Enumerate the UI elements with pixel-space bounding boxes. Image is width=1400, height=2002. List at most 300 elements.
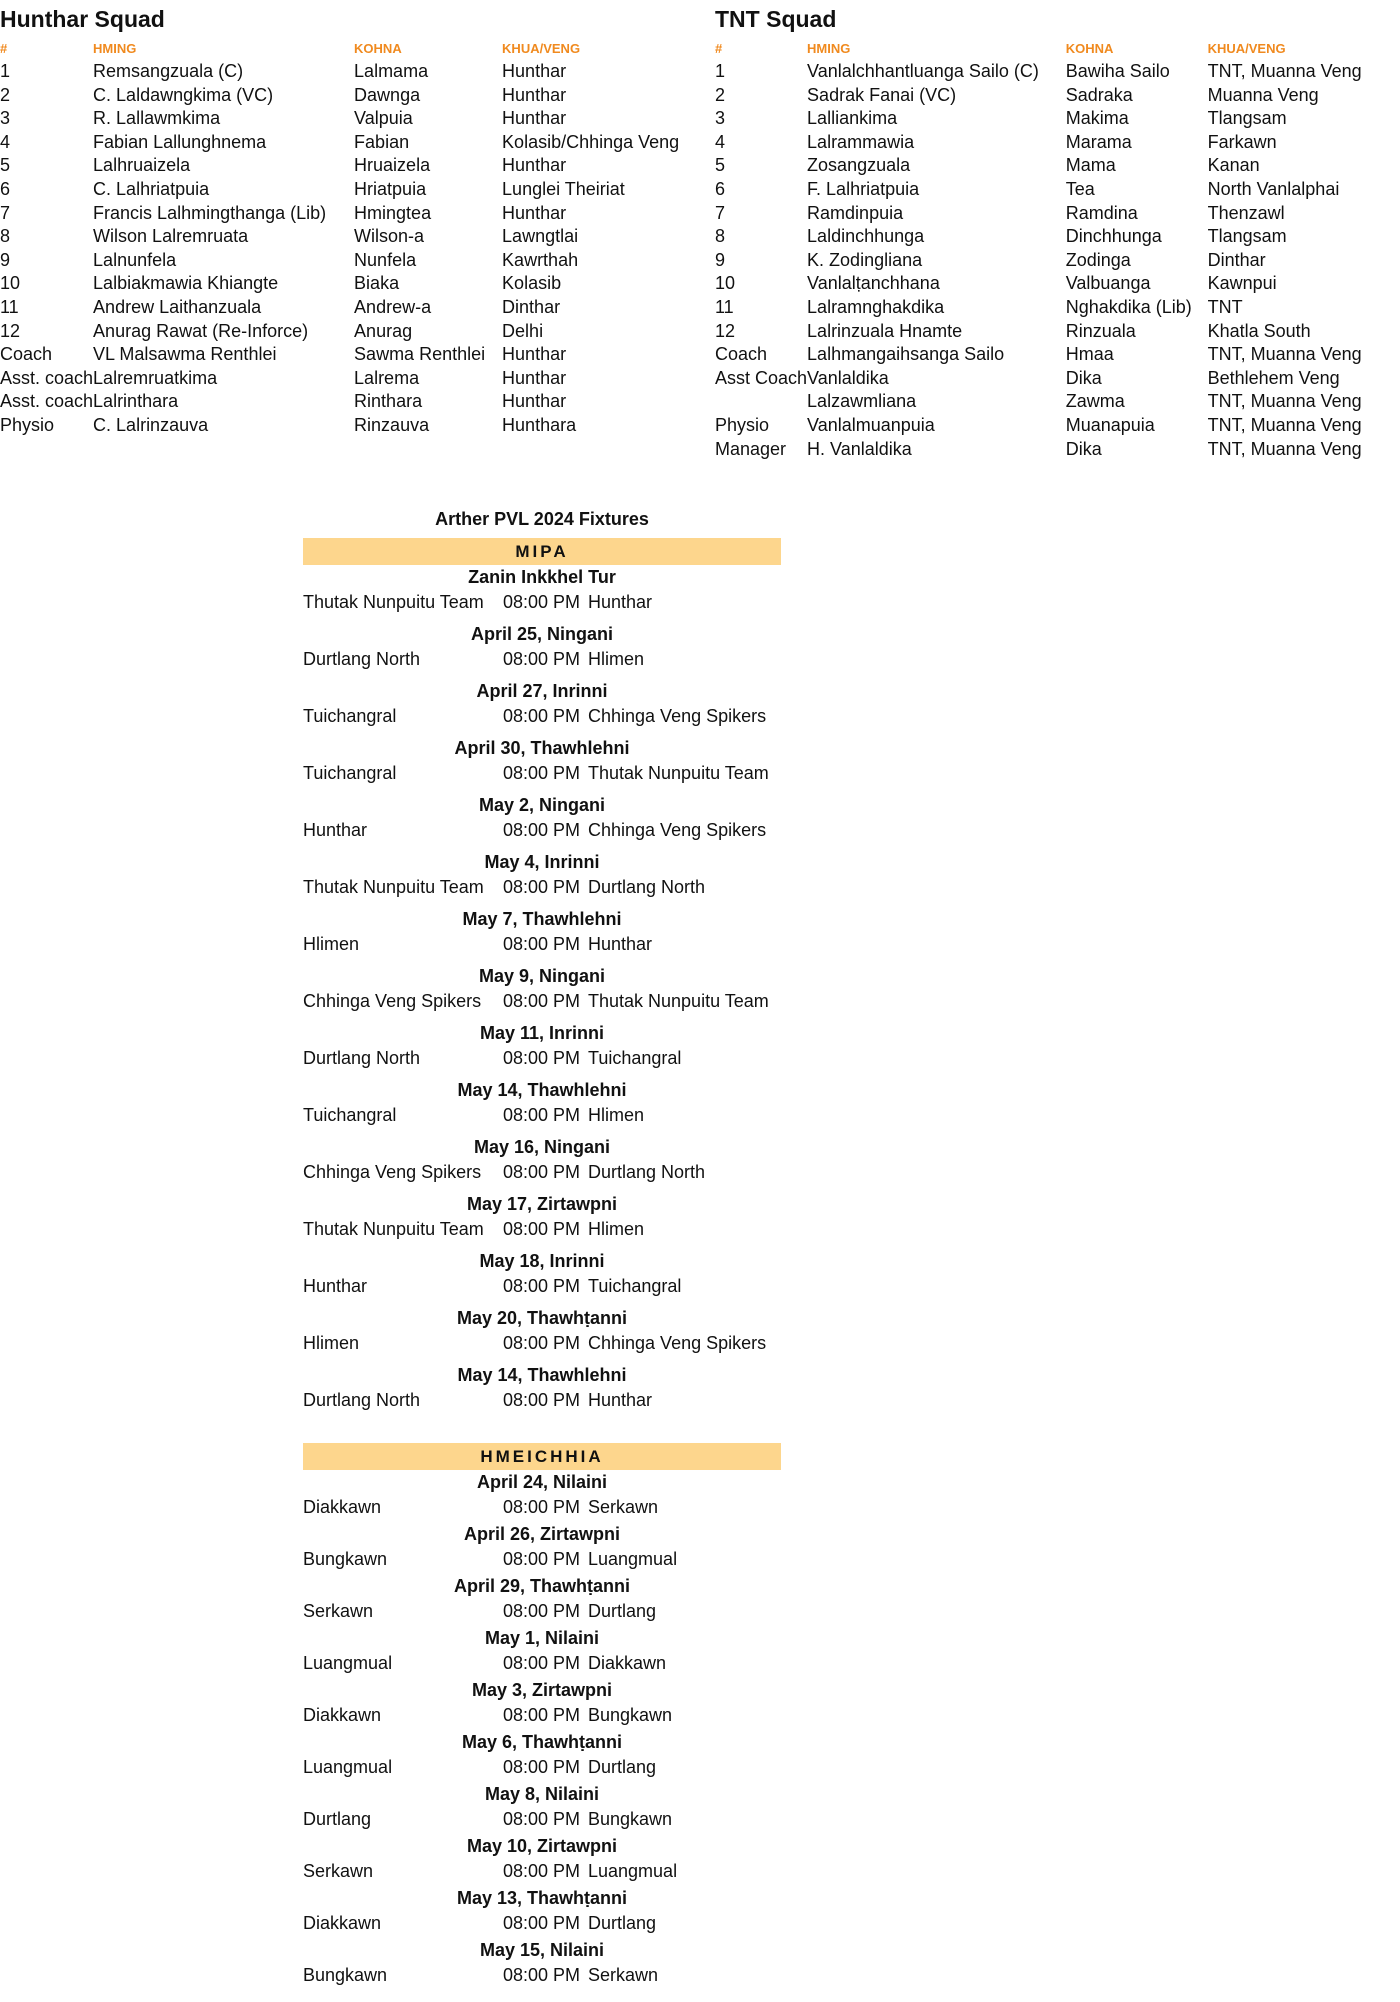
match-block bbox=[303, 679, 781, 736]
player-row bbox=[715, 272, 1400, 296]
player-cell: Dinthar bbox=[1207, 249, 1266, 270]
home-team: Tuichangral bbox=[303, 1105, 397, 1125]
player-cell: 8 bbox=[0, 226, 11, 247]
player-cell: 12 bbox=[715, 320, 736, 341]
match-row bbox=[303, 647, 781, 672]
match-block bbox=[303, 736, 781, 793]
column-header: KOHNA bbox=[1065, 41, 1114, 56]
player-row bbox=[0, 296, 702, 320]
staff-cell: TNT, Muanna Veng bbox=[1207, 438, 1362, 459]
match-block bbox=[303, 1249, 781, 1306]
home-team: Chhinga Veng Spikers bbox=[303, 1162, 482, 1182]
match-time: 08:00 PM bbox=[503, 1549, 581, 1569]
match-row bbox=[303, 1546, 781, 1572]
player-cell: Dawnga bbox=[354, 84, 421, 105]
player-row bbox=[715, 296, 1400, 320]
match-date: May 17, Zirtawpni bbox=[466, 1194, 618, 1214]
women-fixture-list bbox=[303, 1470, 781, 1990]
match-row bbox=[303, 1806, 781, 1832]
player-cell: Khatla South bbox=[1207, 320, 1311, 341]
player-cell: C. Laldawngkima (VC) bbox=[93, 84, 274, 105]
player-cell: Marama bbox=[1065, 131, 1132, 152]
match-time: 08:00 PM bbox=[503, 1913, 581, 1933]
player-cell: 7 bbox=[0, 202, 11, 223]
staff-cell: Zawma bbox=[1065, 391, 1125, 412]
player-cell: Bawiha Sailo bbox=[1065, 61, 1170, 81]
match-block bbox=[303, 1522, 781, 1574]
staff-cell: Dika bbox=[1065, 438, 1102, 459]
player-row bbox=[0, 84, 702, 108]
staff-cell: Dika bbox=[1065, 367, 1102, 388]
player-cell: 1 bbox=[715, 61, 726, 81]
home-team: Thutak Nunpuitu Team bbox=[303, 592, 484, 612]
player-cell: Hunthar bbox=[502, 155, 567, 176]
player-cell: Fabian Lallunghnema bbox=[93, 131, 267, 152]
player-row bbox=[0, 154, 702, 178]
player-row bbox=[715, 154, 1400, 178]
home-team: Hlimen bbox=[303, 934, 360, 954]
match-date: May 14, Thawhlehni bbox=[457, 1080, 627, 1100]
match-date: May 11, Inrinni bbox=[479, 1023, 605, 1043]
match-time: 08:00 PM bbox=[503, 649, 581, 669]
match-time: 08:00 PM bbox=[503, 706, 581, 726]
squad-table-body bbox=[0, 38, 702, 438]
match-date: April 27, Inrinni bbox=[476, 681, 608, 701]
player-cell: Fabian bbox=[354, 131, 410, 152]
player-cell: TNT bbox=[1207, 296, 1243, 317]
player-cell: Lalhruaizela bbox=[93, 155, 191, 176]
match-block bbox=[303, 907, 781, 964]
player-cell: Farkawn bbox=[1207, 131, 1277, 152]
match-time: 08:00 PM bbox=[503, 820, 581, 840]
match-date: May 10, Zirtawpni bbox=[466, 1836, 618, 1856]
match-date: April 26, Zirtawpni bbox=[463, 1524, 621, 1544]
player-cell: Tea bbox=[1065, 178, 1095, 199]
match-date: May 20, Thawhṭanni bbox=[456, 1308, 628, 1328]
match-date: May 1, Nilaini bbox=[484, 1628, 600, 1648]
staff-cell: TNT, Muanna Veng bbox=[1207, 414, 1362, 435]
player-cell: 8 bbox=[715, 226, 726, 247]
squad-title: TNT Squad bbox=[715, 6, 837, 32]
player-cell: 10 bbox=[0, 273, 21, 294]
match-time: 08:00 PM bbox=[503, 592, 581, 612]
player-cell: C. Lalhriatpuia bbox=[93, 178, 210, 199]
staff-cell: Lalrema bbox=[354, 367, 420, 388]
away-team: Luangmual bbox=[588, 1549, 678, 1569]
column-header: # bbox=[0, 41, 8, 56]
staff-cell: Hmaa bbox=[1065, 344, 1114, 365]
player-cell: 1 bbox=[0, 61, 11, 81]
player-cell: Sadraka bbox=[1065, 84, 1133, 105]
player-row bbox=[0, 107, 702, 131]
match-date: May 14, Thawhlehni bbox=[457, 1365, 627, 1385]
section-band-men: MIPA bbox=[303, 538, 781, 565]
staff-cell: Hunthar bbox=[502, 391, 567, 412]
player-cell: Thenzawl bbox=[1207, 202, 1285, 223]
away-team: Bungkawn bbox=[588, 1809, 673, 1829]
player-cell: Lalliankima bbox=[807, 108, 898, 129]
match-block bbox=[303, 1886, 781, 1938]
player-cell: Anurag bbox=[354, 320, 413, 341]
player-cell: K. Zodingliana bbox=[807, 249, 923, 270]
away-team: Hunthar bbox=[588, 592, 653, 612]
away-team: Luangmual bbox=[588, 1861, 678, 1881]
match-block bbox=[303, 1678, 781, 1730]
home-team: Serkawn bbox=[303, 1601, 374, 1621]
player-cell: Tlangsam bbox=[1207, 226, 1287, 247]
match-date: May 18, Inrinni bbox=[479, 1251, 605, 1271]
match-time: 08:00 PM bbox=[503, 1105, 581, 1125]
match-date: May 9, Ningani bbox=[478, 966, 606, 986]
home-team: Durtlang bbox=[303, 1809, 372, 1829]
match-row bbox=[303, 875, 781, 900]
men-fixture-list bbox=[303, 565, 781, 1420]
staff-cell: Lalremruatkima bbox=[93, 367, 218, 388]
match-date: April 30, Thawhlehni bbox=[454, 738, 630, 758]
player-cell: Kawrthah bbox=[502, 249, 579, 270]
player-row bbox=[0, 320, 702, 344]
home-team: Durtlang North bbox=[303, 649, 421, 669]
match-row bbox=[303, 1754, 781, 1780]
match-block bbox=[303, 1363, 781, 1420]
player-cell: Lalmama bbox=[354, 61, 429, 81]
player-cell: Zosangzuala bbox=[807, 155, 911, 176]
player-cell: Vanlalṭanchhana bbox=[807, 273, 940, 294]
player-row bbox=[715, 107, 1400, 131]
staff-cell: H. Vanlaldika bbox=[807, 438, 912, 459]
player-cell: Kanan bbox=[1207, 155, 1260, 176]
match-row bbox=[303, 1274, 781, 1299]
home-team: Diakkawn bbox=[303, 1497, 382, 1517]
player-cell: Biaka bbox=[354, 273, 400, 294]
player-cell: Andrew-a bbox=[354, 296, 432, 317]
player-cell: Hunthar bbox=[502, 84, 567, 105]
staff-cell: Sawma Renthlei bbox=[354, 344, 486, 365]
away-team: Durtlang bbox=[588, 1757, 657, 1777]
staff-cell: C. Lalrinzauva bbox=[93, 414, 209, 435]
hunthar-squad bbox=[0, 0, 702, 438]
match-date: Zanin Inkkhel Tur bbox=[468, 567, 616, 587]
match-block bbox=[303, 565, 781, 622]
staff-role: Coach bbox=[715, 344, 768, 365]
player-row bbox=[715, 202, 1400, 226]
match-block bbox=[303, 622, 781, 679]
player-cell: Hmingtea bbox=[354, 202, 432, 223]
match-row bbox=[303, 1494, 781, 1520]
player-cell: Lalbiakmawia Khiangte bbox=[93, 273, 279, 294]
away-team: Thutak Nunpuitu Team bbox=[588, 763, 769, 783]
player-cell: Zodinga bbox=[1065, 249, 1131, 270]
match-row bbox=[303, 1160, 781, 1185]
match-time: 08:00 PM bbox=[503, 1861, 581, 1881]
player-cell: Lalnunfela bbox=[93, 249, 177, 270]
player-cell: Hunthar bbox=[502, 202, 567, 223]
player-cell: Lalrinzuala Hnamte bbox=[807, 320, 963, 341]
player-cell: Mama bbox=[1065, 155, 1116, 176]
match-time: 08:00 PM bbox=[503, 1601, 581, 1621]
away-team: Durtlang North bbox=[588, 877, 706, 897]
away-team: Serkawn bbox=[588, 1497, 659, 1517]
player-cell: 3 bbox=[715, 108, 726, 129]
player-cell: 2 bbox=[715, 84, 726, 105]
match-row bbox=[303, 590, 781, 615]
match-block bbox=[303, 1306, 781, 1363]
player-row bbox=[715, 249, 1400, 273]
match-time: 08:00 PM bbox=[503, 1162, 581, 1182]
section-band-women: HMEICHHIA bbox=[303, 1443, 781, 1470]
home-team: Bungkawn bbox=[303, 1965, 388, 1985]
match-date: May 13, Thawhṭanni bbox=[456, 1888, 628, 1908]
player-cell: 3 bbox=[0, 108, 11, 129]
match-row bbox=[303, 761, 781, 786]
match-row bbox=[303, 1858, 781, 1884]
staff-cell: Lalzawmliana bbox=[807, 391, 917, 412]
player-cell: Makima bbox=[1065, 108, 1129, 129]
match-time: 08:00 PM bbox=[503, 1965, 581, 1985]
match-row bbox=[303, 1103, 781, 1128]
match-row bbox=[303, 1962, 781, 1988]
away-team: Durtlang North bbox=[588, 1162, 706, 1182]
home-team: Luangmual bbox=[303, 1653, 393, 1673]
staff-cell: Vanlalmuanpuia bbox=[807, 414, 935, 435]
player-row bbox=[715, 131, 1400, 155]
column-header: KOHNA bbox=[354, 41, 402, 56]
staff-cell: Hunthara bbox=[502, 414, 577, 435]
home-team: Thutak Nunpuitu Team bbox=[303, 1219, 484, 1239]
match-row bbox=[303, 1910, 781, 1936]
away-team: Chhinga Veng Spikers bbox=[588, 820, 767, 840]
away-team: Bungkawn bbox=[588, 1705, 673, 1725]
match-time: 08:00 PM bbox=[503, 934, 581, 954]
staff-cell: Rinthara bbox=[354, 391, 423, 412]
player-cell: Kolasib bbox=[502, 273, 562, 294]
column-header: KHUA/VENG bbox=[502, 41, 581, 56]
match-time: 08:00 PM bbox=[503, 1048, 581, 1068]
column-header: KHUA/VENG bbox=[1207, 41, 1286, 56]
match-block bbox=[303, 1834, 781, 1886]
player-row bbox=[715, 60, 1400, 84]
staff-cell: Hunthar bbox=[502, 367, 567, 388]
away-team: Durtlang bbox=[588, 1913, 657, 1933]
player-cell: 4 bbox=[715, 131, 726, 152]
squad-title: Hunthar Squad bbox=[0, 6, 165, 32]
match-date: May 8, Nilaini bbox=[484, 1784, 600, 1804]
player-cell: Francis Lalhmingthanga (Lib) bbox=[93, 202, 327, 223]
match-date: May 3, Zirtawpni bbox=[471, 1680, 613, 1700]
match-time: 08:00 PM bbox=[503, 877, 581, 897]
player-cell: Ramdina bbox=[1065, 202, 1138, 223]
away-team: Thutak Nunpuitu Team bbox=[588, 991, 769, 1011]
staff-role: Asst. coach bbox=[0, 367, 94, 388]
match-block bbox=[303, 1730, 781, 1782]
home-team: Durtlang North bbox=[303, 1048, 421, 1068]
player-row bbox=[0, 178, 702, 202]
away-team: Hlimen bbox=[588, 1105, 645, 1125]
player-row bbox=[715, 178, 1400, 202]
match-date: May 6, Thawhṭanni bbox=[461, 1732, 623, 1752]
player-cell: 9 bbox=[0, 249, 11, 270]
player-cell: 7 bbox=[715, 202, 726, 223]
fixtures bbox=[303, 500, 781, 1990]
match-row bbox=[303, 1598, 781, 1624]
match-block bbox=[303, 1135, 781, 1192]
staff-role: Asst Coach bbox=[715, 367, 808, 388]
away-team: Durtlang bbox=[588, 1601, 657, 1621]
player-cell: Delhi bbox=[502, 320, 544, 341]
player-cell: 10 bbox=[715, 273, 736, 294]
player-cell: 6 bbox=[0, 178, 11, 199]
away-team: Diakkawn bbox=[588, 1653, 667, 1673]
match-block bbox=[303, 1021, 781, 1078]
match-row bbox=[303, 1331, 781, 1356]
squad-table-body bbox=[715, 38, 1400, 461]
player-cell: Nunfela bbox=[354, 249, 417, 270]
player-cell: Hunthar bbox=[502, 108, 567, 129]
match-time: 08:00 PM bbox=[503, 991, 581, 1011]
home-team: Hlimen bbox=[303, 1333, 360, 1353]
player-cell: Valbuanga bbox=[1065, 273, 1151, 294]
home-team: Serkawn bbox=[303, 1861, 374, 1881]
player-row bbox=[0, 225, 702, 249]
player-cell: Rinzuala bbox=[1065, 320, 1136, 341]
staff-cell: Lalrinthara bbox=[93, 391, 179, 412]
match-row bbox=[303, 1046, 781, 1071]
home-team: Hunthar bbox=[303, 820, 368, 840]
column-header: HMING bbox=[93, 41, 137, 56]
player-cell: Lalramnghakdika bbox=[807, 296, 945, 317]
home-team: Hunthar bbox=[303, 1276, 368, 1296]
match-date: April 25, Ningani bbox=[470, 624, 614, 644]
match-block bbox=[303, 964, 781, 1021]
player-cell: Vanlalchhantluanga Sailo (C) bbox=[807, 61, 1039, 81]
match-time: 08:00 PM bbox=[503, 1705, 581, 1725]
player-cell: Muanna Veng bbox=[1207, 84, 1319, 105]
match-time: 08:00 PM bbox=[503, 1757, 581, 1777]
match-date: May 4, Inrinni bbox=[484, 852, 600, 872]
player-cell: 2 bbox=[0, 84, 11, 105]
home-team: Bungkawn bbox=[303, 1549, 388, 1569]
staff-row bbox=[715, 390, 1400, 414]
home-team: Durtlang North bbox=[303, 1390, 421, 1410]
player-row bbox=[715, 225, 1400, 249]
player-row bbox=[0, 272, 702, 296]
staff-cell: VL Malsawma Renthlei bbox=[93, 344, 277, 365]
staff-cell: Muanapuia bbox=[1065, 414, 1155, 435]
squad-table bbox=[0, 38, 702, 438]
player-row bbox=[715, 84, 1400, 108]
match-date: April 29, Thawhṭanni bbox=[453, 1576, 631, 1596]
away-team: Tuichangral bbox=[588, 1048, 682, 1068]
match-block bbox=[303, 1626, 781, 1678]
player-cell: Kolasib/Chhinga Veng bbox=[502, 131, 680, 152]
match-time: 08:00 PM bbox=[503, 1276, 581, 1296]
match-row bbox=[303, 932, 781, 957]
match-row bbox=[303, 704, 781, 729]
player-cell: Valpuia bbox=[354, 108, 413, 129]
home-team: Diakkawn bbox=[303, 1913, 382, 1933]
player-cell: Wilson Lalremruata bbox=[93, 226, 249, 247]
player-cell: F. Lalhriatpuia bbox=[807, 178, 920, 199]
away-team: Chhinga Veng Spikers bbox=[588, 1333, 767, 1353]
player-row bbox=[0, 249, 702, 273]
player-cell: Tlangsam bbox=[1207, 108, 1287, 129]
player-cell: 11 bbox=[715, 296, 734, 317]
player-cell: Ramdinpuia bbox=[807, 202, 904, 223]
player-cell: 12 bbox=[0, 320, 21, 341]
match-date: May 2, Ningani bbox=[478, 795, 606, 815]
away-team: Hunthar bbox=[588, 1390, 653, 1410]
match-row bbox=[303, 818, 781, 843]
player-cell: 9 bbox=[715, 249, 726, 270]
player-cell: Wilson-a bbox=[354, 226, 425, 247]
fixtures-title: Arther PVL 2024 Fixtures bbox=[435, 509, 649, 529]
squad-table bbox=[715, 38, 1400, 461]
match-time: 08:00 PM bbox=[503, 1333, 581, 1353]
match-block bbox=[303, 1470, 781, 1522]
player-cell: Anurag Rawat (Re-Inforce) bbox=[93, 320, 309, 341]
player-cell: Andrew Laithanzuala bbox=[93, 296, 262, 317]
home-team: Diakkawn bbox=[303, 1705, 382, 1725]
away-team: Hunthar bbox=[588, 934, 653, 954]
player-cell: Kawnpui bbox=[1207, 273, 1277, 294]
staff-cell: Hunthar bbox=[502, 344, 567, 365]
player-row bbox=[0, 60, 702, 84]
away-team: Serkawn bbox=[588, 1965, 659, 1985]
player-cell: R. Lallawmkima bbox=[93, 108, 221, 129]
home-team: Luangmual bbox=[303, 1757, 393, 1777]
match-time: 08:00 PM bbox=[503, 1809, 581, 1829]
match-time: 08:00 PM bbox=[503, 1390, 581, 1410]
match-time: 08:00 PM bbox=[503, 1219, 581, 1239]
away-team: Hlimen bbox=[588, 649, 645, 669]
staff-role: Coach bbox=[0, 344, 53, 365]
staff-row bbox=[0, 390, 702, 414]
staff-cell: Lalhmangaihsanga Sailo bbox=[807, 344, 1005, 365]
match-time: 08:00 PM bbox=[503, 1653, 581, 1673]
player-cell: Lunglei Theiriat bbox=[502, 178, 625, 199]
match-row bbox=[303, 989, 781, 1014]
match-block bbox=[303, 1192, 781, 1249]
match-time: 08:00 PM bbox=[503, 763, 581, 783]
match-date: April 24, Nilaini bbox=[476, 1472, 608, 1492]
player-cell: Remsangzuala (C) bbox=[93, 61, 244, 81]
staff-row bbox=[715, 367, 1400, 391]
match-row bbox=[303, 1388, 781, 1413]
player-cell: 6 bbox=[715, 178, 726, 199]
staff-role: Manager bbox=[715, 438, 787, 459]
match-date: May 16, Ningani bbox=[473, 1137, 611, 1157]
home-team: Tuichangral bbox=[303, 706, 397, 726]
staff-role bbox=[715, 390, 807, 414]
player-row bbox=[0, 131, 702, 155]
player-row bbox=[715, 320, 1400, 344]
staff-role: Physio bbox=[715, 414, 770, 435]
match-row bbox=[303, 1702, 781, 1728]
match-block bbox=[303, 1574, 781, 1626]
match-row bbox=[303, 1650, 781, 1676]
home-team: Tuichangral bbox=[303, 763, 397, 783]
player-cell: Laldinchhunga bbox=[807, 226, 925, 247]
match-date: May 15, Nilaini bbox=[479, 1940, 605, 1960]
match-block bbox=[303, 1938, 781, 1990]
player-cell: Dinthar bbox=[502, 296, 561, 317]
match-block bbox=[303, 1782, 781, 1834]
staff-row bbox=[0, 367, 702, 391]
staff-cell: TNT, Muanna Veng bbox=[1207, 391, 1362, 412]
match-date: May 7, Thawhlehni bbox=[462, 909, 622, 929]
player-cell: Sadrak Fanai (VC) bbox=[807, 84, 957, 105]
player-cell: Lawngtlai bbox=[502, 226, 579, 247]
